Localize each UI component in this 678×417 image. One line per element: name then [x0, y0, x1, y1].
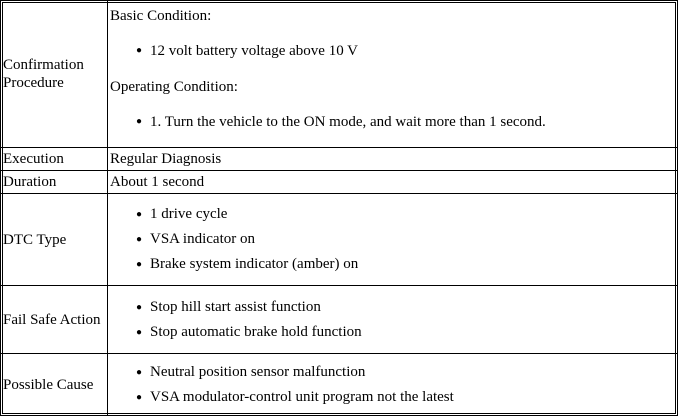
row-label: Execution [1, 148, 108, 171]
list-item: ● VSA indicator on [150, 227, 677, 252]
list-item: ● Stop automatic brake hold function [150, 320, 677, 345]
duration-value: About 1 second [108, 171, 678, 194]
confirmation-procedure-cell [108, 1, 678, 148]
fail-safe-cell [108, 286, 678, 354]
dtc-type-cell [108, 194, 678, 286]
fail-safe-list [110, 295, 677, 345]
list-item: ● Neutral position sensor malfunction [150, 360, 677, 385]
list-item: ● Stop hill start assist function [150, 295, 677, 320]
confirmation-row [1, 1, 678, 148]
list-item: ● 1. Turn the vehicle to the ON mode, and wait more than 1 second. [150, 113, 677, 131]
dtc-type-row [1, 194, 678, 286]
row-label: DTC Type [1, 194, 108, 286]
basic-condition-heading: Basic Condition: [110, 8, 212, 24]
dtc-type-list [110, 202, 677, 277]
basic-condition-list [110, 42, 677, 60]
execution-row [1, 148, 678, 171]
operating-condition-heading: Operating Condition: [110, 79, 238, 95]
duration-row [1, 171, 678, 194]
row-label: Duration [1, 171, 108, 194]
row-label: Possible Cause [1, 354, 108, 416]
list-item: ● VSA modulator-control unit program not the latest [150, 385, 677, 410]
list-item: ● 12 volt battery voltage above 10 V [150, 42, 677, 60]
row-label: Confirmation Procedure [1, 1, 108, 148]
possible-cause-list [110, 360, 677, 410]
operating-condition-list [110, 113, 677, 131]
fail-safe-row [1, 286, 678, 354]
list-item: ● 1 drive cycle [150, 202, 677, 227]
possible-cause-cell [108, 354, 678, 416]
execution-value: Regular Diagnosis [108, 148, 678, 171]
possible-cause-row [1, 354, 678, 416]
list-item: ● Brake system indicator (amber) on [150, 252, 677, 277]
row-label: Fail Safe Action [1, 286, 108, 354]
